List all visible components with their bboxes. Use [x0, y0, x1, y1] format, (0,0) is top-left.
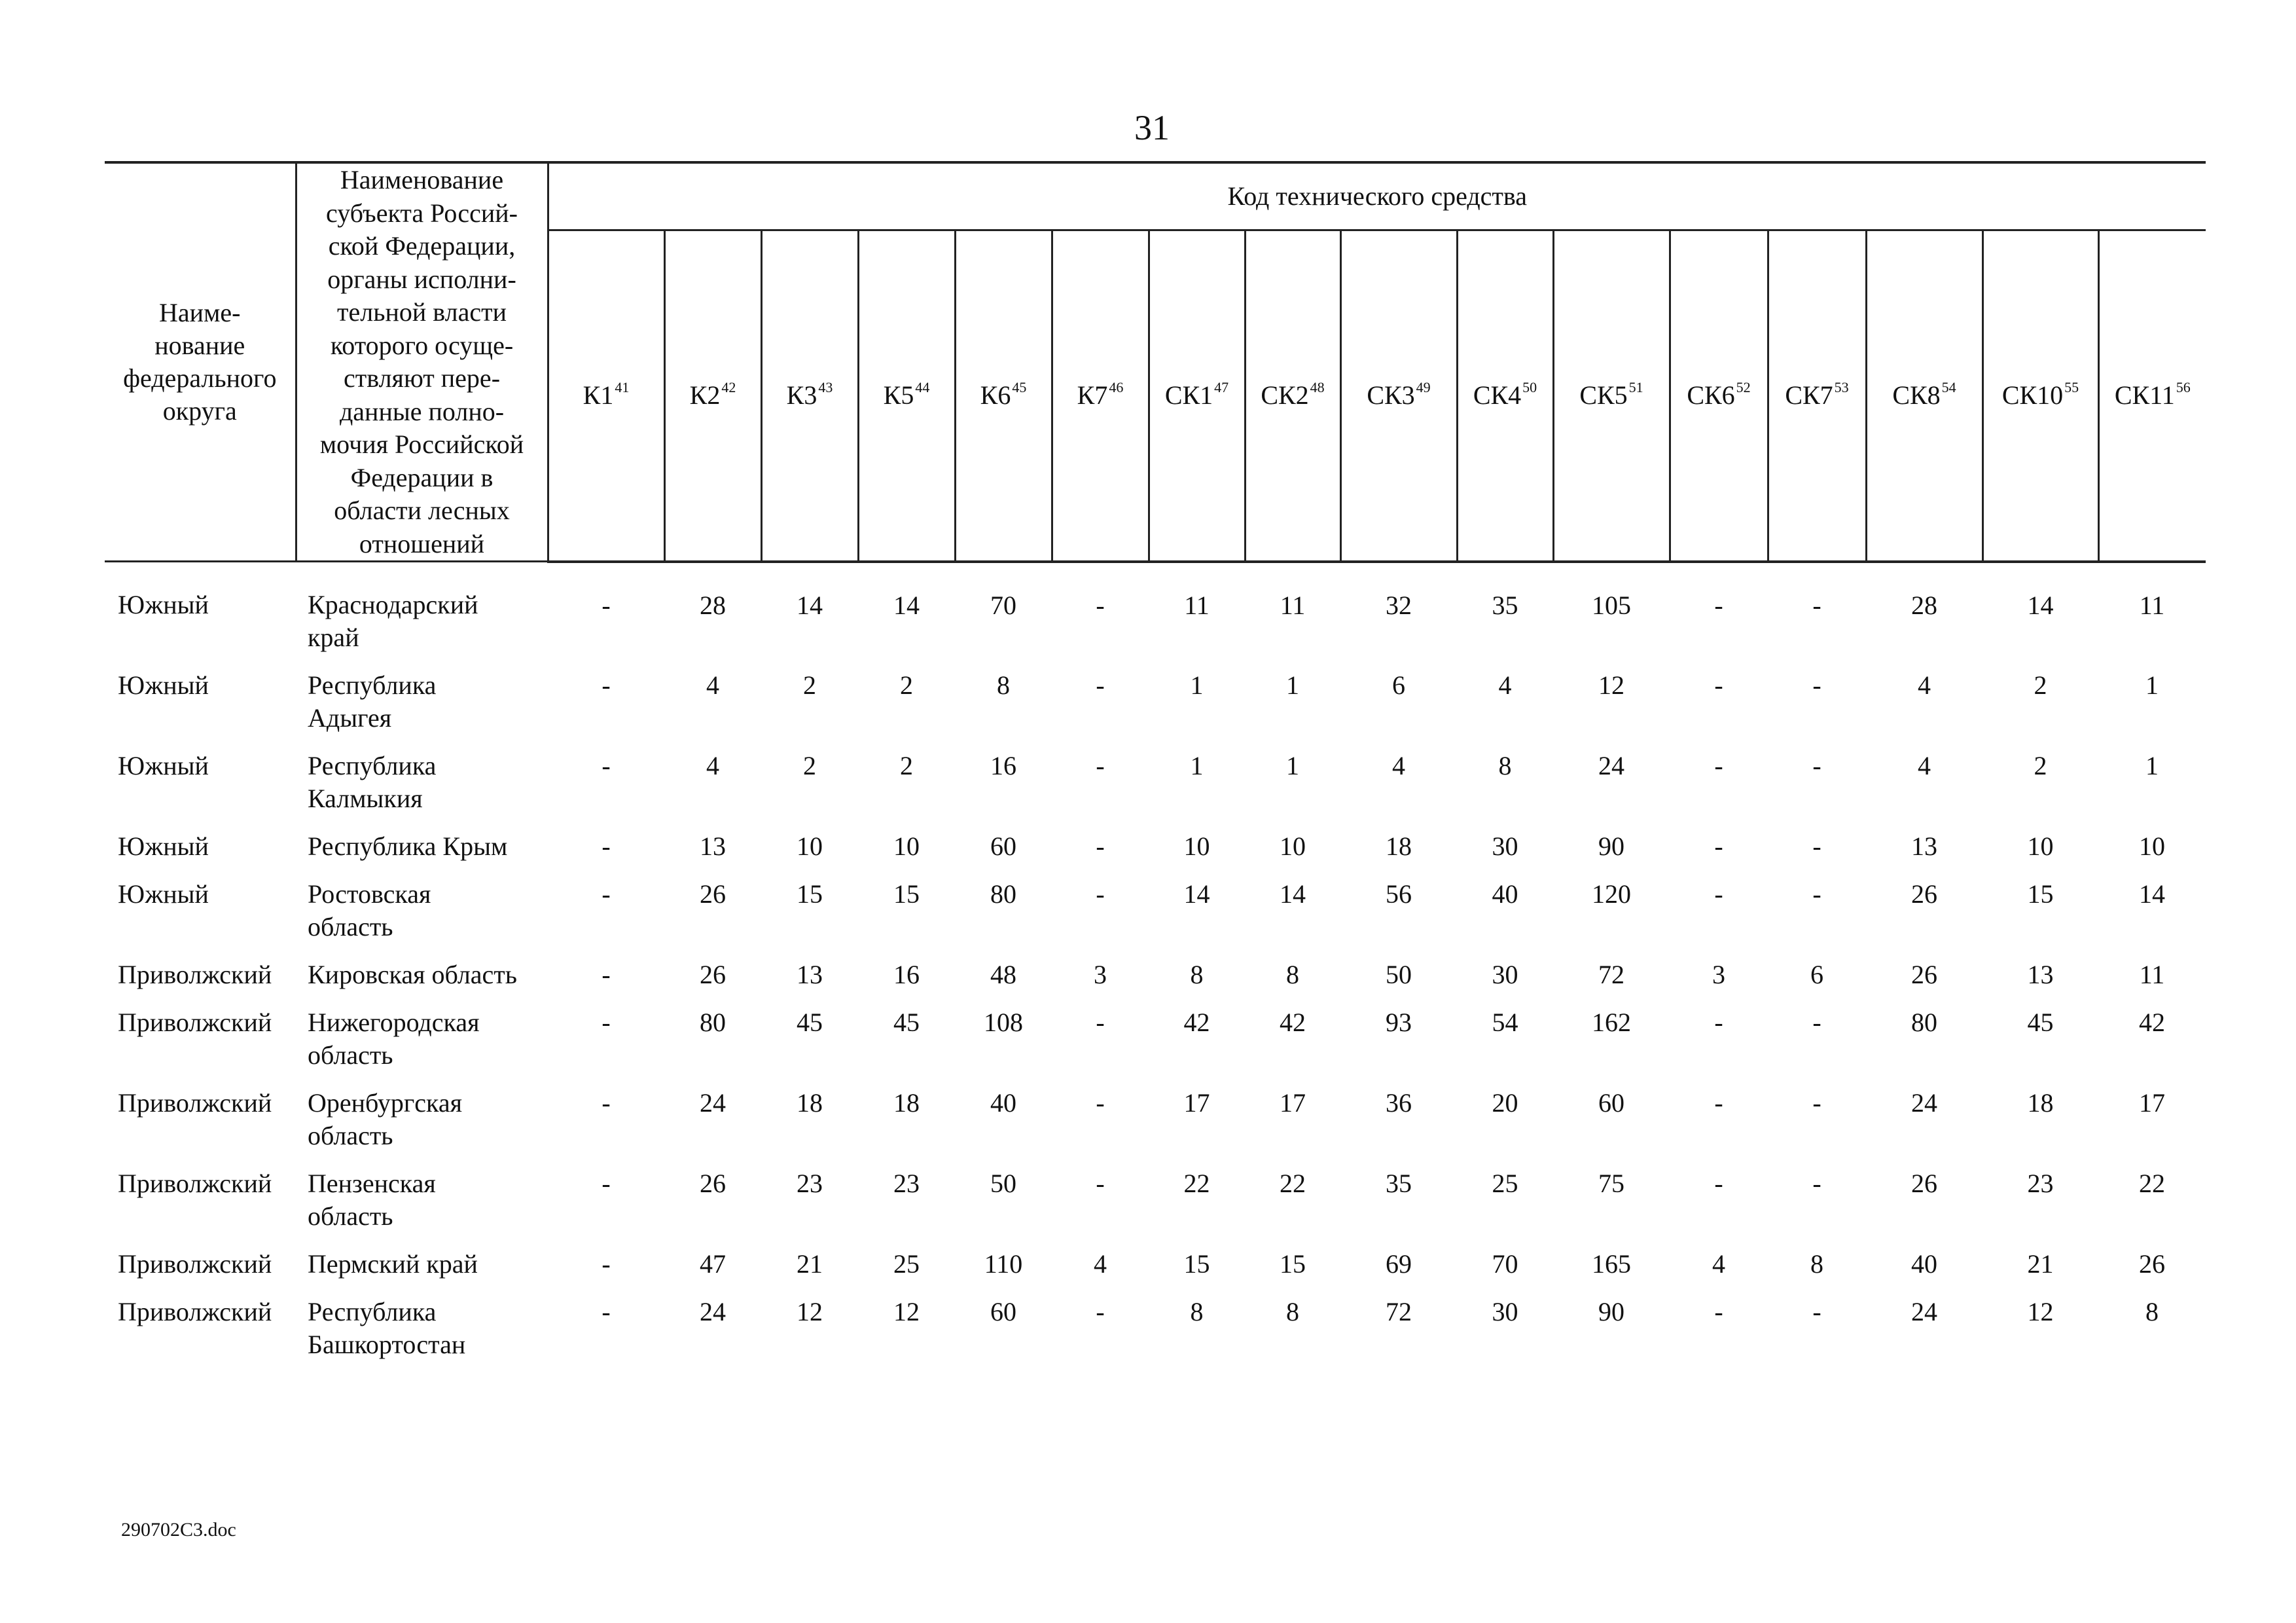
cell-value: 14 — [1183, 879, 1210, 909]
footnote-marker: 54 — [1941, 379, 1956, 396]
cell-district: Южный — [118, 670, 209, 700]
cell-value: - — [1096, 590, 1105, 620]
cell-value: 14 — [2027, 590, 2054, 620]
cell-value: 80 — [990, 879, 1016, 909]
cell-value: 13 — [700, 831, 726, 861]
cell-value: 16 — [990, 751, 1016, 780]
cell-value: 15 — [1183, 1249, 1210, 1279]
document-reference: 290702С3.doc — [121, 1519, 236, 1541]
cell-value: 24 — [700, 1297, 726, 1326]
header-code-label: СК3 — [1367, 380, 1415, 410]
cell-value: 4 — [1918, 751, 1931, 780]
cell-value: 6 — [1392, 670, 1405, 700]
header-district — [105, 162, 296, 562]
cell-subject: Пензенская область — [308, 1169, 436, 1231]
cell-value: 3 — [1094, 960, 1107, 989]
cell-value: 60 — [990, 831, 1016, 861]
cell-value: 45 — [2027, 1008, 2054, 1037]
cell-value: - — [1096, 1297, 1105, 1326]
cell-district: Южный — [118, 751, 209, 780]
cell-value: 23 — [893, 1169, 920, 1198]
cell-value: - — [1714, 1088, 1723, 1118]
cell-value: 22 — [2139, 1169, 2166, 1198]
table-row — [105, 1087, 2206, 1167]
cell-value: - — [1714, 879, 1723, 909]
table-row — [105, 1167, 2206, 1248]
header-code-label: СК1 — [1164, 380, 1213, 410]
cell-value: 47 — [700, 1249, 726, 1279]
header-code-label: СК11 — [2114, 380, 2175, 410]
cell-value: 11 — [1184, 590, 1210, 620]
cell-value: 8 — [1286, 1297, 1299, 1326]
cell-value: - — [1096, 1088, 1105, 1118]
cell-value: 8 — [1190, 1297, 1204, 1326]
cell-value: 42 — [1183, 1008, 1210, 1037]
cell-subject: Ростовская область — [308, 879, 431, 941]
cell-value: 93 — [1386, 1008, 1412, 1037]
cell-value: - — [601, 751, 611, 780]
header-subject — [296, 162, 548, 562]
cell-value: 10 — [893, 831, 920, 861]
cell-value: - — [601, 879, 611, 909]
cell-value: 26 — [1911, 1169, 1937, 1198]
cell-value: 4 — [1918, 670, 1931, 700]
cell-value: 32 — [1386, 590, 1412, 620]
cell-value: 1 — [1286, 751, 1299, 780]
equipment-table — [105, 161, 2206, 1376]
header-code-15 — [2098, 230, 2206, 562]
footnote-marker: 53 — [1834, 379, 1849, 396]
cell-value: 26 — [700, 1169, 726, 1198]
cell-value: 4 — [1498, 670, 1512, 700]
footnote-marker: 46 — [1109, 379, 1124, 396]
header-code-11 — [1670, 230, 1768, 562]
cell-subject: Кировская область — [308, 960, 518, 989]
cell-value: 8 — [1190, 960, 1204, 989]
cell-value: 11 — [1280, 590, 1306, 620]
cell-value: 1 — [1286, 670, 1299, 700]
cell-value: 24 — [1911, 1088, 1937, 1118]
cell-value: 69 — [1386, 1249, 1412, 1279]
cell-value: 4 — [706, 670, 719, 700]
cell-value: 16 — [893, 960, 920, 989]
header-code-label: К7 — [1077, 380, 1108, 410]
cell-value: 42 — [1280, 1008, 1306, 1037]
cell-value: 2 — [2034, 670, 2047, 700]
footnote-marker: 48 — [1310, 379, 1325, 396]
cell-value: - — [601, 960, 611, 989]
footnote-marker: 51 — [1628, 379, 1643, 396]
footnote-marker: 45 — [1012, 379, 1027, 396]
cell-value: - — [1812, 879, 1821, 909]
cell-value: 75 — [1598, 1169, 1624, 1198]
cell-value: 56 — [1386, 879, 1412, 909]
footnote-marker: 47 — [1214, 379, 1229, 396]
footnote-marker: 49 — [1416, 379, 1431, 396]
cell-value: - — [1096, 670, 1105, 700]
header-code-8 — [1340, 230, 1457, 562]
header-subject-text: Наименование субъекта Россий- ской Федерации, органы исполни- тельной власти которого осуще- ствляют пере- данные полно- мочия Российской Федерации в области лесных отношений — [319, 165, 524, 558]
header-code-label: СК2 — [1261, 380, 1309, 410]
cell-value: 14 — [1280, 879, 1306, 909]
cell-value: 70 — [1492, 1249, 1518, 1279]
cell-value: - — [1096, 751, 1105, 780]
cell-value: 23 — [2027, 1169, 2054, 1198]
cell-value: 10 — [2027, 831, 2054, 861]
table-body — [105, 562, 2206, 1377]
cell-value: 2 — [803, 670, 816, 700]
cell-value: 13 — [1911, 831, 1937, 861]
cell-value: 30 — [1492, 831, 1518, 861]
header-code-label: К3 — [786, 380, 817, 410]
cell-value: 36 — [1386, 1088, 1412, 1118]
cell-value: 18 — [893, 1088, 920, 1118]
cell-value: 21 — [2027, 1249, 2054, 1279]
cell-value: 18 — [2027, 1088, 2054, 1118]
cell-value: 120 — [1592, 879, 1631, 909]
cell-value: 50 — [990, 1169, 1016, 1198]
cell-value: - — [1714, 590, 1723, 620]
cell-value: 15 — [2027, 879, 2054, 909]
cell-value: 1 — [2145, 751, 2159, 780]
header-code-3 — [858, 230, 955, 562]
cell-value: 15 — [893, 879, 920, 909]
cell-value: 17 — [2139, 1088, 2166, 1118]
cell-district: Южный — [118, 590, 209, 619]
header-code-6 — [1149, 230, 1245, 562]
cell-value: - — [1714, 1297, 1723, 1326]
cell-value: 4 — [1712, 1249, 1725, 1279]
cell-value: 22 — [1280, 1169, 1306, 1198]
cell-value: - — [601, 1008, 611, 1037]
cell-value: 18 — [797, 1088, 823, 1118]
header-code-label: СК10 — [2001, 380, 2064, 410]
cell-value: - — [1812, 1169, 1821, 1198]
cell-district: Приволжский — [118, 1249, 272, 1279]
cell-value: - — [601, 1088, 611, 1118]
cell-value: 30 — [1492, 960, 1518, 989]
cell-value: 12 — [797, 1297, 823, 1326]
cell-value: 13 — [2027, 960, 2054, 989]
cell-subject: Республика Башкортостан — [308, 1297, 466, 1359]
cell-value: 15 — [797, 879, 823, 909]
header-code-14 — [1982, 230, 2098, 562]
cell-value: 105 — [1592, 590, 1631, 620]
cell-value: 10 — [797, 831, 823, 861]
cell-value: - — [1714, 751, 1723, 780]
cell-value: 42 — [2139, 1008, 2166, 1037]
cell-value: - — [1714, 1008, 1723, 1037]
table-row — [105, 878, 2206, 958]
cell-value: 14 — [797, 590, 823, 620]
cell-value: - — [1812, 1008, 1821, 1037]
cell-value: 162 — [1592, 1008, 1631, 1037]
footnote-marker: 44 — [915, 379, 930, 396]
footnote-marker: 41 — [615, 379, 630, 396]
cell-value: 25 — [1492, 1169, 1518, 1198]
cell-value: 165 — [1592, 1249, 1631, 1279]
footnote-marker: 50 — [1522, 379, 1537, 396]
cell-value: 21 — [797, 1249, 823, 1279]
cell-value: 22 — [1183, 1169, 1210, 1198]
cell-value: 90 — [1598, 831, 1624, 861]
cell-value: 35 — [1492, 590, 1518, 620]
header-code-5 — [1052, 230, 1149, 562]
cell-value: 110 — [984, 1249, 1023, 1279]
cell-district: Приволжский — [118, 1008, 272, 1037]
header-code-label: СК8 — [1892, 380, 1941, 410]
footnote-marker: 55 — [2064, 379, 2079, 396]
cell-value: 24 — [1598, 751, 1624, 780]
cell-value: 60 — [1598, 1088, 1624, 1118]
cell-value: 35 — [1386, 1169, 1412, 1198]
header-code-13 — [1866, 230, 1982, 562]
cell-value: 70 — [990, 590, 1016, 620]
cell-value: 12 — [893, 1297, 920, 1326]
cell-value: 45 — [893, 1008, 920, 1037]
cell-value: 8 — [1810, 1249, 1823, 1279]
cell-district: Приволжский — [118, 960, 272, 989]
cell-value: - — [1812, 590, 1821, 620]
cell-value: - — [601, 1249, 611, 1279]
table-row — [105, 562, 2206, 670]
cell-value: - — [1096, 879, 1105, 909]
header-code-label: К2 — [689, 380, 721, 410]
cell-value: 4 — [706, 751, 719, 780]
cell-subject: Республика Адыгея — [308, 670, 437, 733]
table-row — [105, 669, 2206, 750]
cell-subject: Нижегородская область — [308, 1008, 480, 1070]
cell-value: 1 — [1190, 751, 1204, 780]
cell-value: 3 — [1712, 960, 1725, 989]
cell-value: - — [1812, 670, 1821, 700]
cell-value: 40 — [1911, 1249, 1937, 1279]
cell-value: 8 — [1498, 751, 1512, 780]
cell-value: - — [601, 1169, 611, 1198]
cell-value: - — [1714, 831, 1723, 861]
cell-value: 26 — [700, 879, 726, 909]
header-group-row — [105, 162, 2206, 230]
cell-value: 4 — [1094, 1249, 1107, 1279]
header-code-label: СК6 — [1687, 380, 1735, 410]
cell-value: 14 — [2139, 879, 2166, 909]
cell-value: - — [1812, 831, 1821, 861]
cell-value: 28 — [700, 590, 726, 620]
cell-value: 60 — [990, 1297, 1016, 1326]
cell-value: 8 — [2145, 1297, 2159, 1326]
table-row — [105, 1296, 2206, 1376]
table-row — [105, 750, 2206, 830]
cell-value: 10 — [1280, 831, 1306, 861]
cell-value: 15 — [1280, 1249, 1306, 1279]
header-code-1 — [664, 230, 761, 562]
cell-value: 10 — [1183, 831, 1210, 861]
footnote-marker: 56 — [2176, 379, 2191, 396]
cell-value: 17 — [1280, 1088, 1306, 1118]
cell-value: 30 — [1492, 1297, 1518, 1326]
footnote-marker: 52 — [1736, 379, 1751, 396]
header-code-label: К5 — [883, 380, 914, 410]
header-code-12 — [1768, 230, 1866, 562]
cell-value: 11 — [2139, 960, 2165, 989]
cell-value: 48 — [990, 960, 1016, 989]
cell-district: Южный — [118, 831, 209, 861]
cell-value: 72 — [1598, 960, 1624, 989]
cell-district: Южный — [118, 879, 209, 909]
cell-value: - — [601, 831, 611, 861]
header-code-label: К6 — [980, 380, 1011, 410]
cell-value: 6 — [1810, 960, 1823, 989]
cell-value: 12 — [1598, 670, 1624, 700]
header-code-0 — [548, 230, 664, 562]
header-code-2 — [761, 230, 858, 562]
cell-value: 50 — [1386, 960, 1412, 989]
cell-value: 1 — [2145, 670, 2159, 700]
cell-value: 24 — [700, 1088, 726, 1118]
cell-value: 1 — [1190, 670, 1204, 700]
cell-value: 54 — [1492, 1008, 1518, 1037]
cell-value: 14 — [893, 590, 920, 620]
table-row — [105, 958, 2206, 1006]
cell-value: 72 — [1386, 1297, 1412, 1326]
cell-value: 8 — [997, 670, 1010, 700]
cell-subject: Пермский край — [308, 1249, 478, 1279]
cell-value: - — [601, 1297, 611, 1326]
cell-value: 45 — [797, 1008, 823, 1037]
cell-district: Приволжский — [118, 1169, 272, 1198]
cell-value: 80 — [1911, 1008, 1937, 1037]
cell-value: - — [1096, 1008, 1105, 1037]
cell-district: Приволжский — [118, 1088, 272, 1118]
cell-value: - — [1714, 670, 1723, 700]
cell-value: - — [1096, 831, 1105, 861]
cell-value: 2 — [803, 751, 816, 780]
cell-value: 10 — [2139, 831, 2166, 861]
header-code-10 — [1553, 230, 1670, 562]
cell-value: 90 — [1598, 1297, 1624, 1326]
header-code-7 — [1245, 230, 1340, 562]
cell-subject: Оренбургская область — [308, 1088, 463, 1150]
cell-value: 4 — [1392, 751, 1405, 780]
header-code-label: СК4 — [1473, 380, 1522, 410]
cell-value: 2 — [2034, 751, 2047, 780]
cell-subject: Республика Калмыкия — [308, 751, 437, 813]
cell-value: 17 — [1183, 1088, 1210, 1118]
cell-value: 26 — [1911, 960, 1937, 989]
cell-subject: Краснодарский край — [308, 590, 478, 652]
cell-value: - — [1812, 1088, 1821, 1118]
footnote-marker: 42 — [721, 379, 736, 396]
cell-value: - — [1812, 1297, 1821, 1326]
cell-subject: Республика Крым — [308, 831, 508, 861]
header-code-label: СК5 — [1579, 380, 1628, 410]
cell-value: 40 — [990, 1088, 1016, 1118]
cell-value: 23 — [797, 1169, 823, 1198]
cell-value: 26 — [700, 960, 726, 989]
table-row — [105, 1006, 2206, 1087]
cell-district: Приволжский — [118, 1297, 272, 1326]
table-row — [105, 1248, 2206, 1296]
cell-value: 80 — [700, 1008, 726, 1037]
cell-value: 8 — [1286, 960, 1299, 989]
cell-value: 2 — [900, 751, 913, 780]
cell-value: - — [601, 590, 611, 620]
cell-value: 2 — [900, 670, 913, 700]
cell-value: - — [1812, 751, 1821, 780]
cell-value: 26 — [2139, 1249, 2166, 1279]
cell-value: 108 — [984, 1008, 1023, 1037]
header-code-4 — [955, 230, 1052, 562]
cell-value: 28 — [1911, 590, 1937, 620]
cell-value: 11 — [2139, 590, 2165, 620]
header-code-group: Код технического средства — [548, 162, 2206, 230]
header-code-label: СК7 — [1785, 380, 1833, 410]
cell-value: 20 — [1492, 1088, 1518, 1118]
header-code-9 — [1457, 230, 1553, 562]
cell-value: 24 — [1911, 1297, 1937, 1326]
cell-value: 18 — [1386, 831, 1412, 861]
cell-value: 40 — [1492, 879, 1518, 909]
document-sheet — [105, 161, 2206, 1376]
cell-value: - — [601, 670, 611, 700]
table-row — [105, 830, 2206, 878]
cell-value: - — [1714, 1169, 1723, 1198]
cell-value: - — [1096, 1169, 1105, 1198]
page-number: 31 — [1134, 108, 1170, 147]
cell-value: 12 — [2027, 1297, 2054, 1326]
cell-value: 26 — [1911, 879, 1937, 909]
cell-value: 13 — [797, 960, 823, 989]
header-district-text: Наиме- нование федерального округа — [123, 298, 277, 426]
header-code-label: К1 — [583, 380, 614, 410]
cell-value: 25 — [893, 1249, 920, 1279]
footnote-marker: 43 — [818, 379, 833, 396]
